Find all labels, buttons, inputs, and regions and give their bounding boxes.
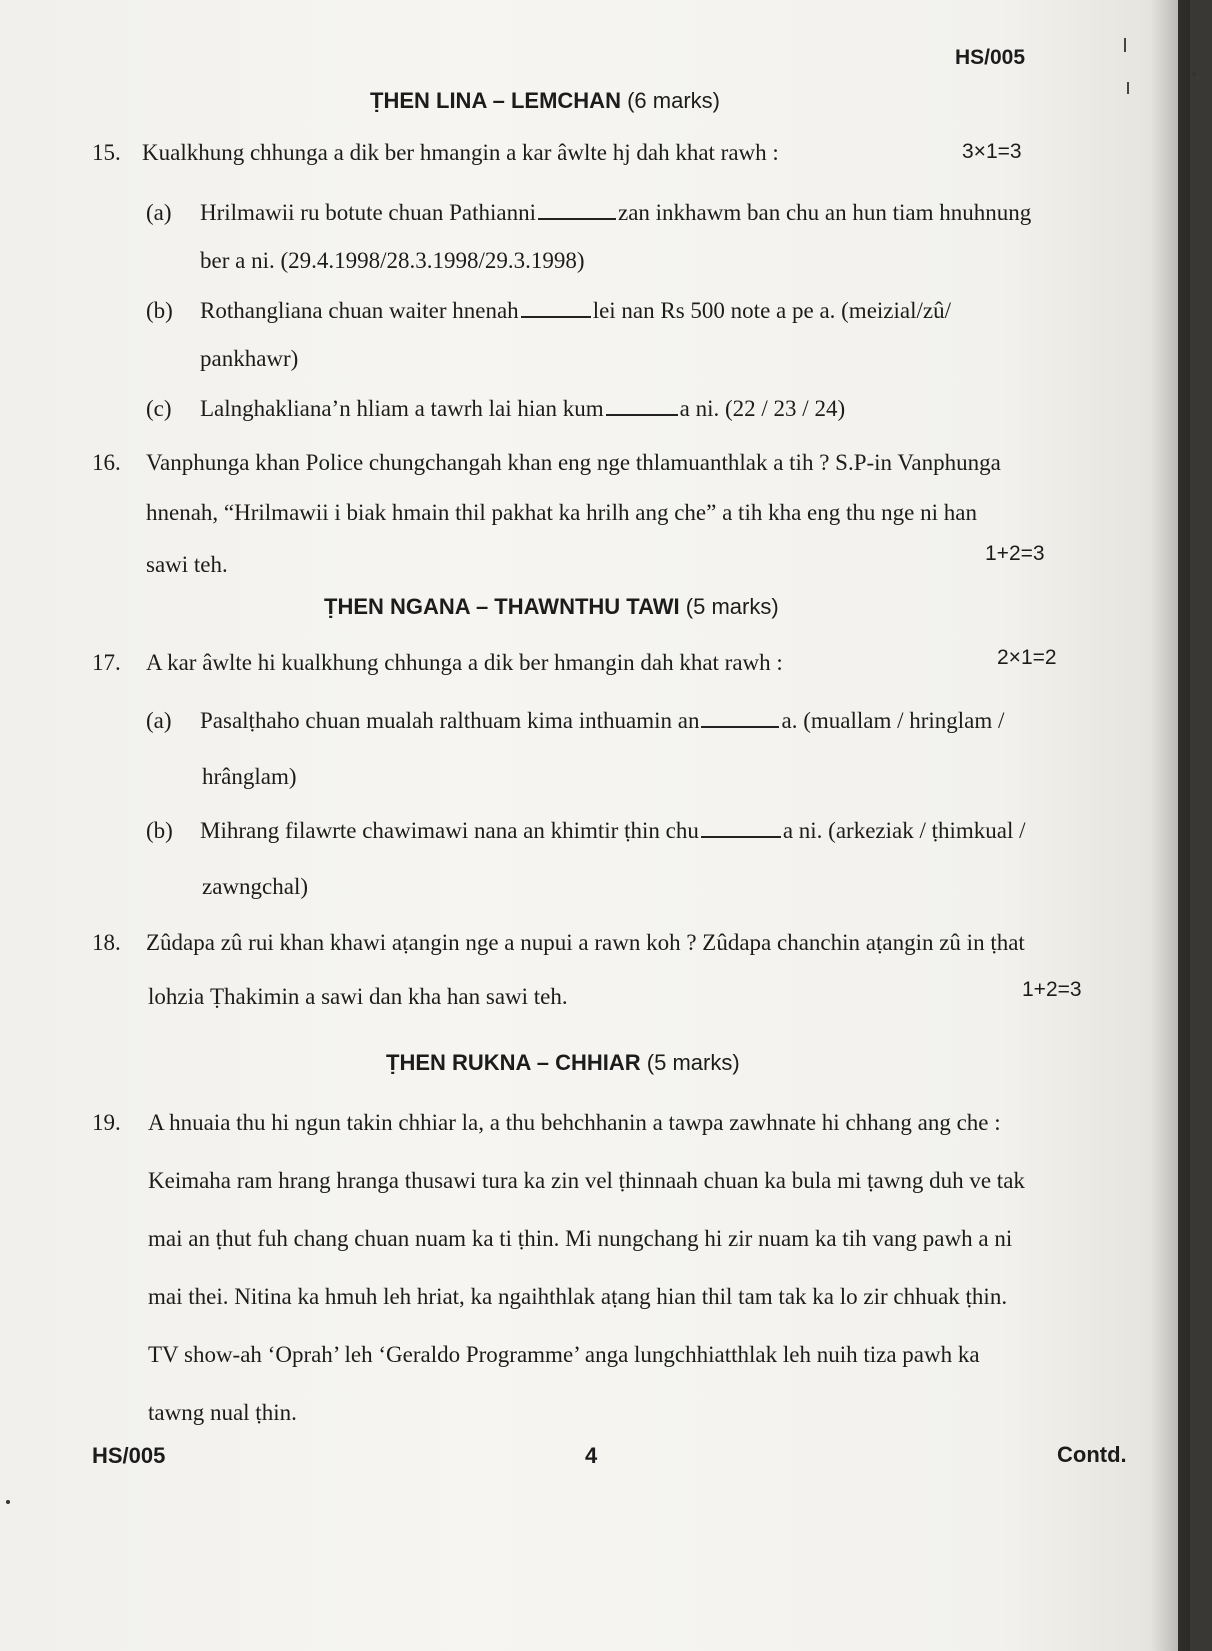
option-label: (a) [146, 200, 172, 225]
fill-blank [538, 200, 616, 220]
passage-line: TV show-ah ‘Oprah’ leh ‘Geraldo Programme’ anga lungchhiatthlak leh nuih tiza pawh ka [148, 1342, 980, 1367]
question-15a-line2: ber a ni. (29.4.1998/28.3.1998/29.3.1998) [200, 248, 585, 273]
section-marks: (5 marks) [646, 1050, 740, 1075]
question-17a [146, 708, 1004, 734]
question-text: A kar âwlte hi kualkhung chhunga a dik ber hmangin dah khat rawh : [146, 650, 783, 675]
fill-blank [606, 396, 678, 416]
question-16-line2: hnenah, “Hrilmawii i biak hmain thil pakhat ka hrilh ang che” a tih kha eng thu nge ni han [146, 500, 977, 525]
footer-paper-code: HS/005 [92, 1443, 166, 1468]
question-number: 15. [92, 140, 121, 165]
question-17-marks: 2×1=2 [997, 646, 1057, 669]
question-number: 17. [92, 650, 121, 675]
scan-speck [1192, 72, 1196, 76]
option-label: (a) [146, 708, 172, 733]
question-15a [146, 200, 1031, 226]
question-16 [92, 450, 1001, 476]
footer-continued: Contd. [1057, 1442, 1127, 1467]
section-marks: (5 marks) [685, 594, 779, 619]
section-heading-chhiar [386, 1050, 740, 1076]
question-18-line2: lohzia Ṭhakimin a sawi dan kha han sawi teh. [148, 984, 568, 1009]
passage-line: mai thei. Nitina ka hmuh leh hriat, ka ngaihthlak aṭang hian thil tam tak ka lo zir chhuak ṭhin. [148, 1284, 1008, 1309]
question-17a-line2: hrânglam) [202, 764, 297, 789]
section-heading-lemchan [370, 88, 720, 114]
scan-mark [1127, 82, 1129, 94]
question-number: 19. [92, 1110, 121, 1135]
question-15b-line2: pankhawr) [200, 346, 299, 371]
question-text: A hnuaia thu hi ngun takin chhiar la, a thu behchhanin a tawpa zawhnate hi chhang ang che : [148, 1110, 1001, 1135]
question-18 [92, 930, 1025, 956]
fill-text-before: Pasalṭhaho chuan mualah ralthuam kima inthuamin an [200, 708, 700, 733]
question-17 [92, 650, 783, 676]
question-17b [146, 818, 1026, 844]
question-15-marks: 3×1=3 [962, 140, 1022, 163]
question-number: 18. [92, 930, 121, 955]
question-15c [146, 396, 845, 422]
fill-blank [521, 298, 591, 318]
scan-speck [6, 1500, 10, 1504]
passage-line: mai an ṭhut fuh chang chuan nuam ka ti ṭhin. Mi nungchang hi zir nuam ka tih vang pawh a ni [148, 1226, 1013, 1251]
question-17b-line2: zawngchal) [202, 874, 308, 899]
fill-text-after: a ni. (22 / 23 / 24) [679, 396, 846, 421]
question-text: Kualkhung chhunga a dik ber hmangin a kar âwlte hj dah khat rawh : [142, 140, 779, 165]
question-text-line1: Vanphunga khan Police chungchangah khan eng nge thlamuanthlak a tih ? S.P-in Vanphunga [146, 450, 1001, 475]
fill-text-after: a ni. (arkeziak / ṭhimkual / [782, 818, 1026, 843]
fill-blank [701, 708, 779, 728]
question-text-line1: Zûdapa zû rui khan khawi aṭangin nge a nupui a rawn koh ? Zûdapa chanchin aṭangin zû in ṭhat [146, 930, 1025, 955]
passage-line: Keimaha ram hrang hranga thusawi tura ka zin vel ṭhinnaah chuan ka bula mi ṭawng duh ve tak [148, 1168, 1025, 1193]
fill-text-after: lei nan Rs 500 note a pe a. (meizial/zû/ [592, 298, 951, 323]
fill-text-after: a. (muallam / hringlam / [781, 708, 1005, 733]
question-16-marks: 1+2=3 [985, 542, 1045, 565]
option-label: (c) [146, 396, 172, 421]
question-18-marks: 1+2=3 [1022, 978, 1082, 1001]
question-15 [92, 140, 779, 166]
section-marks: (6 marks) [627, 88, 720, 113]
section-title: ṬHEN NGANA – THAWNTHU TAWI [324, 594, 680, 619]
fill-text-before: Hrilmawii ru botute chuan Pathianni [200, 200, 536, 225]
option-label: (b) [146, 298, 173, 323]
fill-blank [701, 818, 781, 838]
fill-text-before: Rothangliana chuan waiter hnenah [200, 298, 519, 323]
question-15b [146, 298, 951, 324]
question-19 [92, 1110, 1001, 1136]
page-edge-shadow [1150, 0, 1190, 1651]
footer-page-number: 4 [585, 1443, 598, 1468]
question-number: 16. [92, 450, 121, 475]
fill-text-after: zan inkhawm ban chu an hun tiam hnuhnung [617, 200, 1032, 225]
option-label: (b) [146, 818, 173, 843]
header-paper-code: HS/005 [955, 46, 1026, 69]
fill-text-before: Mihrang filawrte chawimawi nana an khimtir ṭhin chu [200, 818, 699, 843]
scan-mark [1124, 38, 1126, 52]
section-title: ṬHEN RUKNA – CHHIAR [386, 1050, 641, 1075]
section-heading-thawnthu-tawi [324, 594, 779, 620]
section-title: ṬHEN LINA – LEMCHAN [370, 88, 621, 113]
question-16-line3: sawi teh. [146, 552, 228, 577]
fill-text-before: Lalnghakliana’n hliam a tawrh lai hian kum [200, 396, 604, 421]
passage-line: tawng nual ṭhin. [148, 1400, 297, 1425]
